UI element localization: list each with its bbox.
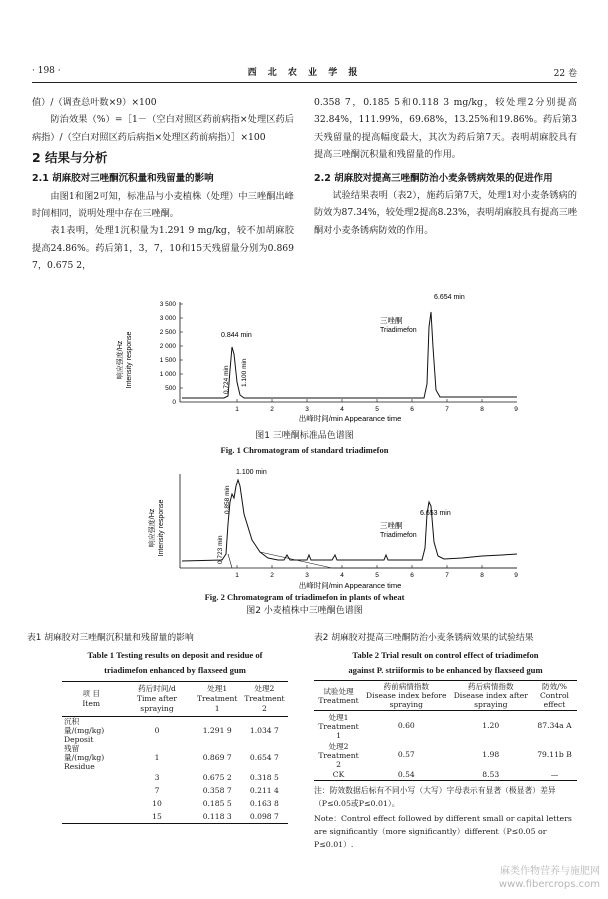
table-cell: 0.54 — [397, 770, 415, 779]
table-1 — [27, 630, 288, 824]
table-cell: 0.118 3 — [202, 812, 232, 821]
y-axis-label-cn: 响应强度/Hz — [117, 340, 124, 380]
y-tick-label: 0 — [172, 399, 176, 406]
row-label: Residue — [64, 762, 95, 771]
watermark — [499, 865, 600, 891]
table-note-en: Note：Control effect followed by different small or capital letters are significantly（more significantly）different（P≤0.05 or P≤0.01）. — [314, 814, 572, 849]
column-header: Item — [82, 699, 101, 708]
compound-label-en: Triadimefon — [380, 327, 417, 334]
peak-label: 6.653 min — [420, 510, 451, 517]
y-tick-label: 1 500 — [159, 357, 176, 364]
column-header: 项 目 — [82, 689, 100, 698]
peak-label: 0.724 min — [223, 365, 230, 394]
table-cell: 1 — [154, 753, 160, 762]
chromatogram-2 — [32, 464, 577, 596]
table-cell: 79.11b B — [537, 750, 572, 759]
chromatogram-1 — [32, 292, 577, 432]
subsection-heading: 2.1 胡麻胶对三唑酮沉积量和残留量的影响 — [32, 173, 214, 185]
x-tick-label: 8 — [480, 572, 484, 579]
x-tick-label: 6 — [410, 406, 414, 413]
figure-caption-en: Fig. 2 Chromatogram of triadimefon in plants of wheat — [204, 592, 405, 602]
x-tick-label: 2 — [270, 572, 274, 579]
row-label: Deposit — [64, 735, 94, 744]
x-tick-label: 1 — [235, 572, 239, 579]
trace-line — [182, 480, 517, 561]
table-cell: 0.163 8 — [249, 799, 279, 808]
table-header-row — [314, 681, 577, 711]
table-header-row — [62, 682, 288, 717]
table-2 — [314, 630, 577, 851]
row-label: Treatment 1 — [318, 722, 359, 740]
table-cell: 0.675 2 — [202, 773, 232, 782]
x-tick-label: 3 — [305, 572, 309, 579]
x-tick-label: 5 — [375, 406, 379, 413]
table-row — [314, 769, 577, 781]
peak-label: 0.858 min — [224, 485, 231, 514]
compound-label-cn: 三唑酮 — [380, 521, 403, 530]
table-cell: 1.291 9 — [202, 726, 232, 735]
subsection-heading: 2.2 胡麻胶对提高三唑酮防治小麦条锈病效果的促进作用 — [314, 172, 553, 184]
row-label: 处理1 — [328, 713, 349, 722]
y-tick-label: 3 000 — [159, 315, 176, 322]
section-heading: 2 结果与分析 — [32, 150, 108, 166]
table-cell: 0.60 — [397, 721, 415, 730]
table-cell: 0.318 5 — [249, 773, 279, 782]
x-tick-label: 5 — [375, 572, 379, 579]
data-table — [314, 680, 577, 781]
row-label: CK — [332, 770, 345, 779]
table-cell: 0 — [154, 726, 160, 735]
table-row — [62, 797, 288, 810]
table-cell: — — [550, 770, 559, 779]
table-cell: 0.654 7 — [249, 753, 279, 762]
figure-2 — [32, 464, 577, 629]
row-label: 沉积量/(mg/kg) — [64, 717, 105, 735]
column-header: Treatment 1 — [196, 694, 238, 713]
column-header: Disease index before spraying — [366, 691, 447, 709]
x-tick-label: 4 — [340, 572, 344, 579]
column-header: 试验处理 — [323, 686, 354, 696]
x-axis-label: 出峰时间/min Appearance time — [298, 414, 402, 423]
column-header: Treatment 2 — [244, 694, 285, 713]
x-tick-label: 7 — [445, 572, 449, 579]
table-row — [62, 784, 288, 797]
x-tick-label: 7 — [445, 406, 449, 413]
table-note-cn: 注：防效数据后标有不同小写（大写）字母表示有显著（极显著）差异（P≤0.05或P≤0.01）。 — [314, 786, 556, 808]
table-cell: 1.034 7 — [249, 726, 279, 735]
data-table — [62, 681, 288, 824]
paragraph: 试验结果表明（表2），施药后第7天，处理1对小麦条锈病的防效为87.34%，较处理2提高8.23%，表明胡麻胶具有提高三唑酮对小麦条锈病防效的作用。 — [314, 190, 578, 236]
journal-title: 西 北 农 业 学 报 — [247, 68, 362, 78]
trace-line — [182, 312, 517, 398]
column-header: 药后病情指数 — [467, 682, 514, 691]
compound-label-en: Triadimefon — [380, 532, 417, 539]
watermark-url: www.fibercrops.com — [498, 879, 600, 890]
table-cell: 0.57 — [397, 750, 415, 759]
row-label: 残留量/(mg/kg) — [64, 744, 105, 762]
column-header: 药前病情指数 — [383, 682, 430, 691]
table-caption-en: against P. striiformis to be enhanced by flaxseed gum — [348, 665, 543, 675]
table-caption-en: Table 2 Trial result on control effect of triadimefon — [352, 650, 539, 660]
figure-caption-cn: 图2 小麦植株中三唑酮色谱图 — [246, 606, 363, 616]
peak-label: 6.654 min — [434, 294, 465, 301]
paragraph: 值）/（调查总叶数×9）×100 — [32, 97, 157, 108]
y-tick-label: 2 500 — [159, 329, 176, 336]
figure-caption-en: Fig. 1 Chromatogram of standard triadimefon — [220, 445, 389, 455]
right-column — [314, 94, 577, 239]
column-header: Treatment — [318, 695, 359, 705]
row-label: 处理2 — [328, 742, 349, 751]
table-row — [62, 717, 288, 745]
y-axis-label-en: Intensity response — [126, 331, 133, 389]
y-tick-label: 500 — [165, 385, 176, 392]
table-cell: 15 — [152, 812, 162, 821]
table-cell: 7 — [154, 786, 160, 795]
header-rule — [32, 82, 577, 83]
table-row — [62, 810, 288, 824]
paragraph: 0.358 7，0.185 5和0.118 3 mg/kg，较处理2分别提高32.84%，111.99%，69.68%，13.25%和19.86%。药后第3天残留量的提高幅度最大，其次为药后第7天。表明胡麻胶具有提高三唑酮沉积量和残留量的作用。 — [314, 97, 577, 161]
page-number: · 198 · — [32, 66, 61, 76]
table-cell: 10 — [152, 799, 162, 808]
table-row — [314, 740, 577, 769]
table-row — [62, 744, 288, 771]
column-header: 防效/% — [542, 682, 567, 691]
paragraph: 由图1和图2可知，标准品与小麦植株（处理）中三唑酮出峰时间相同，说明处理中存在三唑酮。 — [32, 190, 294, 220]
table-cell: 1.20 — [482, 721, 500, 730]
peak-label: 0.723 min — [217, 535, 224, 564]
y-axis-label-cn: 响应强度/Hz — [149, 508, 156, 548]
table-cell: 8.53 — [482, 770, 500, 779]
table-caption-en: Table 1 Testing results on deposit and residue of — [87, 650, 263, 660]
x-tick-label: 2 — [270, 406, 274, 413]
table-cell: 0.358 7 — [202, 786, 232, 795]
y-axis-label-en: Intensity response — [158, 499, 165, 557]
volume-label: 22 卷 — [553, 69, 577, 79]
table-cell: 0.185 5 — [202, 799, 232, 808]
table-cell: 1.98 — [482, 750, 500, 759]
y-tick-label: 3 500 — [159, 301, 176, 308]
paragraph: 防治效果（%）=［1－（空白对照区药前病指×处理区药后病指）/（空白对照区药后病指×处理区药前病指）］×100 — [32, 114, 294, 143]
column-header: Time after spraying — [136, 694, 178, 713]
x-tick-label: 1 — [235, 406, 239, 413]
x-tick-label: 8 — [480, 406, 484, 413]
column-header: 药后时间/d — [138, 684, 176, 693]
left-column — [32, 94, 294, 275]
column-header: 处理1 — [207, 684, 228, 693]
table-caption-en: triadimefon enhanced by flaxseed gum — [104, 665, 246, 675]
y-tick-label: 2 000 — [159, 343, 176, 350]
table-cell: 0.869 7 — [202, 753, 232, 762]
watermark-text: 麻类作物营养与施肥网 — [500, 866, 600, 877]
peak-label: 0.844 min — [221, 332, 252, 339]
x-tick-label: 9 — [514, 406, 518, 413]
x-tick-label: 6 — [410, 572, 414, 579]
table-row — [62, 771, 288, 784]
table-cell: 0.098 7 — [249, 812, 279, 821]
peak-label: 1.100 min — [241, 358, 248, 387]
figure-caption-cn: 图1 三唑酮标准品色谱图 — [255, 431, 354, 441]
y-tick-label: 1 000 — [159, 371, 176, 378]
column-header: Control effect — [540, 691, 569, 709]
table-caption-cn: 表2 胡麻胶对提高三唑酮防治小麦条锈病效果的试验结果 — [314, 633, 534, 643]
table-cell: 3 — [154, 773, 160, 782]
table-cell: 87.34a A — [537, 721, 572, 730]
table-caption-cn: 表1 胡麻胶对三唑酮沉积量和残留量的影响 — [27, 633, 194, 643]
compound-label-cn: 三唑酮 — [380, 316, 403, 325]
column-header: Disease index after spraying — [453, 691, 528, 709]
paragraph: 表1表明，处理1沉积量为1.291 9 mg/kg，较不加胡麻胶提高24.86%。药后第1，3，7，10和15天残留量分别为0.869 7，0.675 2， — [32, 225, 294, 272]
x-tick-label: 3 — [305, 406, 309, 413]
column-header: 处理2 — [254, 684, 275, 693]
figure-1 — [32, 292, 577, 462]
x-tick-label: 9 — [514, 572, 518, 579]
table-row — [314, 711, 577, 741]
x-axis-label: 出峰时间/min Appearance time — [298, 581, 402, 590]
x-tick-label: 4 — [340, 406, 344, 413]
row-label: Treatment 2 — [318, 751, 359, 769]
peak-label: 1.100 min — [236, 469, 267, 476]
table-cell: 0.211 4 — [249, 786, 279, 795]
